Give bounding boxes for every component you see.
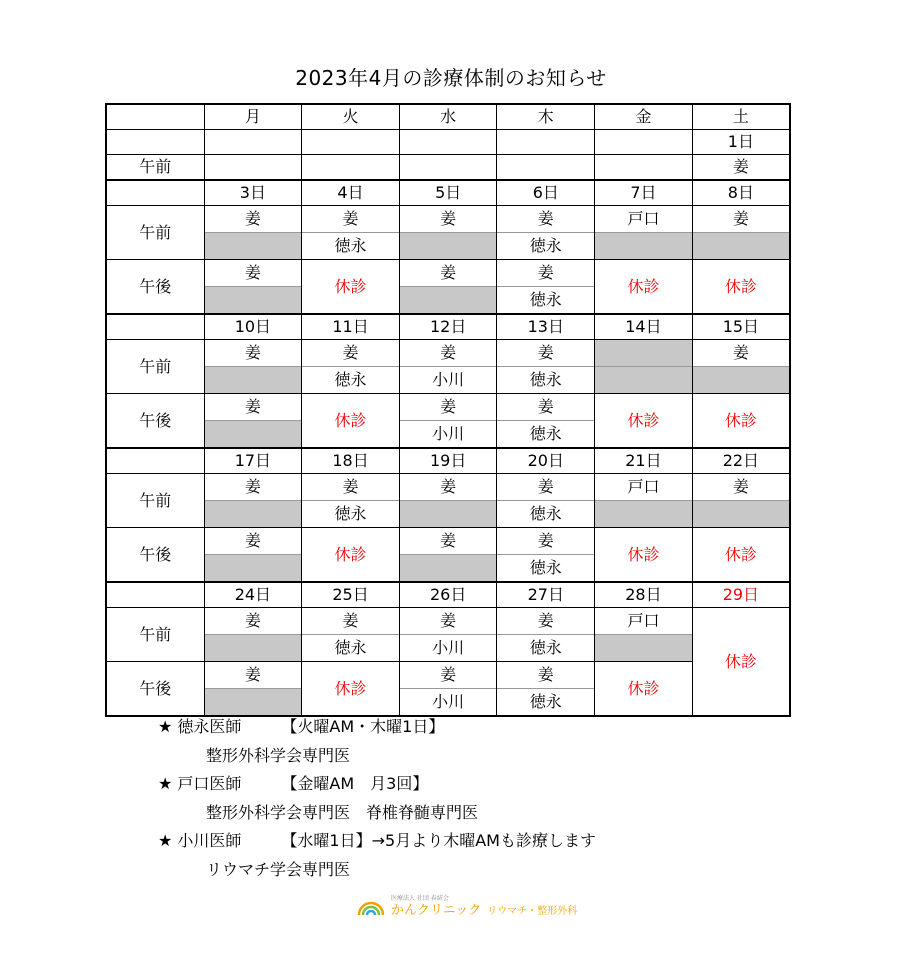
am-slot: [595, 474, 693, 528]
slot-doctor-top: 姜: [440, 397, 457, 416]
pm-slot-closed: 休診: [692, 260, 790, 315]
pm-label: 午後: [106, 528, 204, 583]
am-slot: [497, 340, 595, 394]
am-slot: [595, 340, 693, 394]
slot-doctor-top: 姜: [342, 611, 359, 630]
logo-clinic-name: かんクリニック リウマチ・整形外科: [391, 903, 578, 918]
slot-doctor-bottom: [693, 232, 789, 259]
pm-slot: [204, 394, 302, 449]
slot-doctor-bottom: 小川: [400, 688, 497, 715]
date-cell: 1日: [692, 130, 790, 155]
am-label: 午前: [106, 206, 204, 260]
date-label-cell: [106, 180, 204, 206]
pm-slot: [399, 662, 497, 717]
date-cell: 19日: [399, 448, 497, 474]
slot-doctor-bottom: [205, 634, 302, 661]
date-cell: 29日: [692, 582, 790, 608]
date-cell: [204, 130, 302, 155]
pm-slot-closed: 休診: [595, 260, 693, 315]
corner-cell: [106, 104, 204, 130]
slot-doctor-bottom: [400, 232, 497, 259]
am-slot: [595, 608, 693, 662]
slot-doctor-bottom: 小川: [400, 420, 497, 447]
am-slot: [204, 608, 302, 662]
slot-doctor-bottom: [595, 634, 692, 661]
slot-doctor-bottom: [205, 554, 302, 581]
weekday-header: 木: [497, 104, 595, 130]
slot-doctor-top: 姜: [244, 531, 261, 550]
am-slot: [204, 206, 302, 260]
sat-closed-merged: 休診: [692, 608, 790, 717]
slot-doctor-bottom: [595, 366, 692, 393]
weekday-header: 水: [399, 104, 497, 130]
date-cell: 26日: [399, 582, 497, 608]
date-cell: 18日: [302, 448, 400, 474]
am-slot: [399, 206, 497, 260]
pm-slot-closed: 休診: [302, 662, 400, 717]
am-slot: [204, 340, 302, 394]
am-label: 午前: [106, 608, 204, 662]
date-cell: 21日: [595, 448, 693, 474]
am-slot: [302, 608, 400, 662]
date-cell: 5日: [399, 180, 497, 206]
am-slot: [497, 474, 595, 528]
pm-slot-closed: 休診: [302, 394, 400, 449]
date-cell: [497, 130, 595, 155]
date-cell: 28日: [595, 582, 693, 608]
slot-doctor-bottom: [205, 688, 302, 715]
am-slot: [302, 474, 400, 528]
pm-label: 午後: [106, 394, 204, 449]
date-cell: [302, 130, 400, 155]
date-cell: 12日: [399, 314, 497, 340]
am-slot: [692, 340, 790, 394]
pm-slot-closed: 休診: [595, 662, 693, 717]
date-label-cell: [106, 582, 204, 608]
date-cell: 27日: [497, 582, 595, 608]
weekday-header: 月: [204, 104, 302, 130]
slot-doctor-top: 姜: [440, 263, 457, 282]
pm-slot-closed: 休診: [595, 394, 693, 449]
pm-slot: [497, 528, 595, 583]
slot-doctor-top: 戸口: [627, 477, 660, 496]
pm-slot: [204, 528, 302, 583]
date-label-cell: [106, 130, 204, 155]
pm-slot-closed: 休診: [302, 528, 400, 583]
slot-doctor-bottom: 徳永: [497, 420, 594, 447]
slot-doctor-bottom: [693, 366, 789, 393]
am-slot: [302, 155, 400, 181]
slot-doctor-top: 姜: [537, 263, 554, 282]
date-label-cell: [106, 448, 204, 474]
slot-doctor-top: 姜: [537, 477, 554, 496]
pm-slot: [204, 260, 302, 315]
slot-doctor-top: 姜: [537, 611, 554, 630]
page-title: 2023年4月の診療体制のお知らせ: [295, 66, 607, 90]
am-slot: [595, 155, 693, 181]
date-cell: 24日: [204, 582, 302, 608]
slot-doctor-top: 姜: [732, 477, 749, 496]
date-cell: 8日: [692, 180, 790, 206]
pm-slot: [497, 260, 595, 315]
date-cell: 6日: [497, 180, 595, 206]
slot-doctor-bottom: 徳永: [497, 500, 594, 527]
slot-doctor-top: 姜: [244, 665, 261, 684]
note-ogawa: ★ 小川医師 【水曜1日】→5月より木曜AMも診療します: [158, 831, 596, 850]
note-tokunaga: ★ 徳永医師 【火曜AM・木曜1日】: [158, 717, 445, 736]
slot-doctor-bottom: [595, 232, 692, 259]
date-cell: 25日: [302, 582, 400, 608]
date-cell: 15日: [692, 314, 790, 340]
logo-corp-name: 医療法人 社団 春結会: [391, 895, 449, 902]
slot-doctor-top: 姜: [244, 611, 261, 630]
am-slot: [497, 608, 595, 662]
pm-slot-closed: 休診: [692, 394, 790, 449]
date-cell: 20日: [497, 448, 595, 474]
pm-label: 午後: [106, 662, 204, 717]
slot-doctor-bottom: 徳永: [302, 634, 399, 661]
slot-doctor-bottom: 徳永: [497, 366, 594, 393]
slot-doctor-bottom: [205, 420, 302, 447]
slot-doctor-bottom: 小川: [400, 366, 497, 393]
pm-slot: [497, 662, 595, 717]
slot-doctor-top: 姜: [244, 209, 261, 228]
date-cell: 14日: [595, 314, 693, 340]
date-cell: 13日: [497, 314, 595, 340]
am-slot: [302, 340, 400, 394]
pm-slot-closed: 休診: [692, 528, 790, 583]
slot-doctor-top: 姜: [440, 343, 457, 362]
slot-doctor-bottom: [400, 286, 497, 313]
date-cell: 17日: [204, 448, 302, 474]
rainbow-logo-icon: [355, 895, 387, 919]
am-slot: [204, 155, 302, 181]
am-slot: [595, 206, 693, 260]
slot-doctor-bottom: [400, 554, 497, 581]
am-slot: [399, 340, 497, 394]
am-slot: [497, 155, 595, 181]
note-toguchi: ★ 戸口医師 【金曜AM 月3回】: [158, 774, 429, 793]
pm-slot: [204, 662, 302, 717]
weekday-header: 火: [302, 104, 400, 130]
slot-doctor-bottom: [205, 366, 302, 393]
slot-doctor-bottom: [595, 500, 692, 527]
slot-doctor-bottom: 徳永: [497, 554, 594, 581]
date-cell: [595, 130, 693, 155]
pm-slot: [399, 528, 497, 583]
pm-slot-closed: 休診: [595, 528, 693, 583]
slot-doctor-bottom: 徳永: [302, 232, 399, 259]
am-slot: [399, 155, 497, 181]
slot-doctor-bottom: 徳永: [497, 232, 594, 259]
doctor-notes: [158, 713, 596, 884]
weekday-header: 金: [595, 104, 693, 130]
date-cell: 3日: [204, 180, 302, 206]
date-cell: 11日: [302, 314, 400, 340]
am-slot: [399, 474, 497, 528]
slot-doctor-top: 戸口: [627, 209, 660, 228]
am-slot: [497, 206, 595, 260]
date-cell: 22日: [692, 448, 790, 474]
slot-doctor-bottom: [205, 286, 302, 313]
slot-doctor-top: 姜: [537, 209, 554, 228]
slot-doctor-top: 姜: [537, 665, 554, 684]
am-label: 午前: [106, 340, 204, 394]
pm-slot: [399, 394, 497, 449]
clinic-logo: [355, 893, 577, 921]
am-slot: [399, 608, 497, 662]
date-cell: 10日: [204, 314, 302, 340]
slot-doctor-top: 姜: [440, 209, 457, 228]
slot-doctor-top: 姜: [440, 477, 457, 496]
am-slot: [204, 474, 302, 528]
slot-doctor-top: 姜: [440, 531, 457, 550]
slot-doctor-top: 姜: [440, 665, 457, 684]
slot-doctor-bottom: [205, 232, 302, 259]
weekday-header: 土: [692, 104, 790, 130]
date-cell: [399, 130, 497, 155]
slot-doctor-bottom: 徳永: [497, 286, 594, 313]
slot-doctor-top: 姜: [342, 343, 359, 362]
date-label-cell: [106, 314, 204, 340]
slot-doctor-top: 姜: [244, 263, 261, 282]
date-cell: 4日: [302, 180, 400, 206]
pm-slot: [497, 394, 595, 449]
am-slot: [692, 474, 790, 528]
slot-doctor-top: 姜: [537, 343, 554, 362]
slot-doctor-top: 姜: [244, 397, 261, 416]
note-ogawa-spec: リウマチ学会専門医: [206, 859, 351, 879]
slot-doctor-top: 姜: [244, 343, 261, 362]
am-slot: 姜: [692, 155, 790, 181]
slot-doctor-bottom: [693, 500, 789, 527]
am-label: 午前: [106, 474, 204, 528]
logo-specialty: リウマチ・整形外科: [487, 906, 578, 917]
note-tokunaga-spec: 整形外科学会専門医: [206, 745, 351, 765]
slot-doctor-top: 姜: [537, 397, 554, 416]
am-slot: [302, 206, 400, 260]
slot-doctor-bottom: 小川: [400, 634, 497, 661]
date-cell: 7日: [595, 180, 693, 206]
slot-doctor-top: 姜: [440, 611, 457, 630]
pm-slot-closed: 休診: [302, 260, 400, 315]
slot-doctor-top: 姜: [732, 343, 749, 362]
slot-doctor-top: 姜: [244, 477, 261, 496]
slot-doctor-top: 姜: [342, 477, 359, 496]
slot-doctor-bottom: [205, 500, 302, 527]
slot-doctor-bottom: 徳永: [497, 634, 594, 661]
slot-doctor-top: 姜: [342, 209, 359, 228]
schedule-table: [105, 103, 791, 717]
pm-slot: [399, 260, 497, 315]
slot-doctor-bottom: 徳永: [497, 688, 594, 715]
note-toguchi-spec: 整形外科学会専門医 脊椎脊髄専門医: [206, 802, 479, 822]
slot-doctor-bottom: 徳永: [302, 366, 399, 393]
pm-label: 午後: [106, 260, 204, 315]
slot-doctor-bottom: 徳永: [302, 500, 399, 527]
slot-doctor-bottom: [400, 500, 497, 527]
am-label: 午前: [106, 155, 204, 181]
am-slot: [692, 206, 790, 260]
slot-doctor-top: 戸口: [627, 611, 660, 630]
slot-doctor-top: [595, 340, 692, 366]
slot-doctor-top: 姜: [732, 209, 749, 228]
slot-doctor-top: 姜: [537, 531, 554, 550]
